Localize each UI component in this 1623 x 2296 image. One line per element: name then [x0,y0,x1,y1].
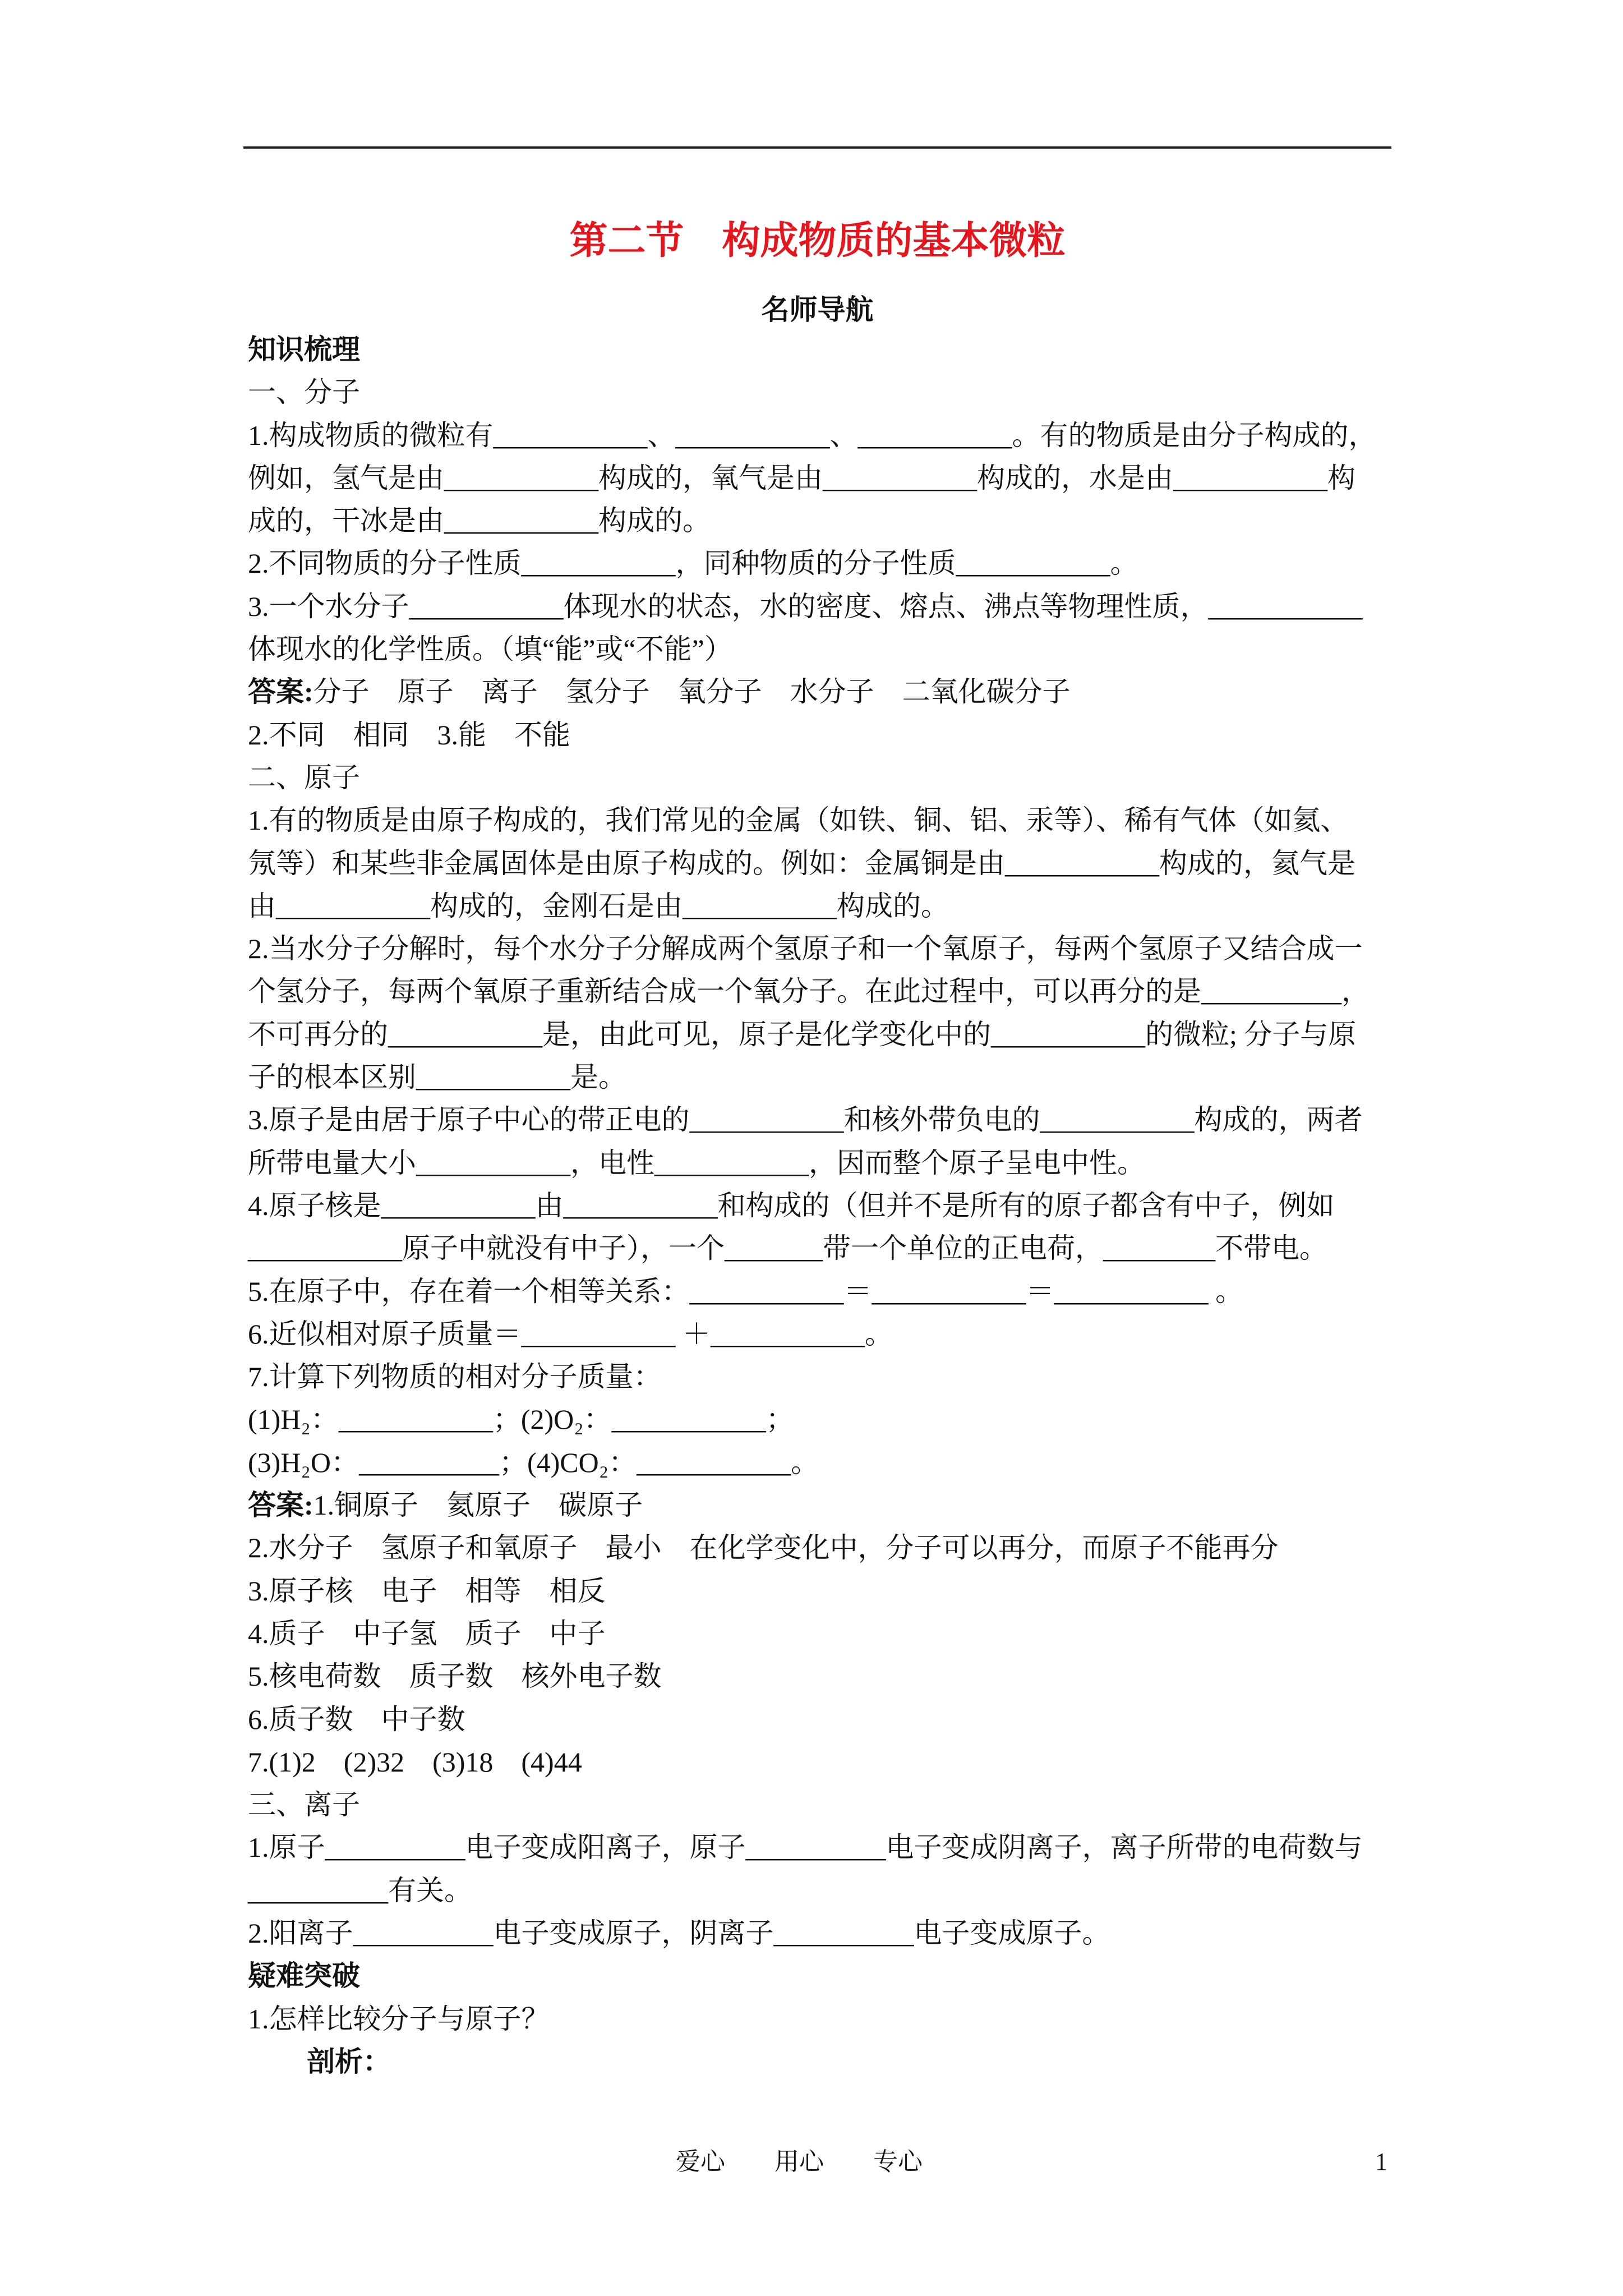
text-line: 体现水的化学性质。（填“能”或“不能”） [248,633,732,665]
page-subtitle: 名师导航 [761,294,874,325]
subsection-heading: 二、原子 [248,761,360,793]
text-line: 2.水分子 氢原子和氧原子 最小 在化学变化中，分子可以再分，而原子不能再分 [248,1532,1279,1564]
answer-text: 1.铜原子 氦原子 碳原子 [313,1489,643,1521]
text-line: 个氢分子，每两个氧原子重新结合成一个氧分子。在此过程中，可以再分的是__________， [248,976,1370,1007]
text-line: 氖等）和某些非金属固体是由原子构成的。例如：金属铜是由___________构成的，氦气是 [248,847,1355,879]
text-line: 例如，氢气是由___________构成的，氧气是由___________构成的，水是由___________构 [248,462,1355,494]
text-line: 5.核电荷数 质子数 核外电子数 [248,1660,662,1692]
text-line: 1.怎样比较分子与原子？ [248,2003,550,2035]
text-line: 7.计算下列物质的相对分子质量： [248,1361,662,1393]
text-line: ___________原子中就没有中子），一个_______带一个单位的正电荷，________不带电。 [248,1232,1327,1264]
text-line: 所带电量大小___________，电性___________，因而整个原子呈电中性。 [248,1147,1145,1179]
footer-motto: 爱心 用心 专心 [676,2148,923,2175]
text-line: 5.在原子中，存在着一个相等关系：___________＝___________＝___________ 。 [248,1275,1243,1307]
text-line: 7.(1)2 (2)32 (3)18 (4)44 [248,1746,582,1778]
text-line: 不可再分的___________是，由此可见，原子是化学变化中的___________的微粒; 分子与原 [248,1018,1357,1050]
answer-line [248,670,1403,713]
text-line: 成的，干冰是由___________构成的。 [248,505,711,537]
text-line: 6.近似相对原子质量＝___________ ＋___________。 [248,1318,893,1350]
answer-label: 答案: [248,1489,313,1521]
analysis-label: 剖析： [307,2045,391,2077]
header-rule [243,146,1391,149]
text-line: 2.不同物质的分子性质___________，同种物质的分子性质___________。 [248,547,1138,579]
text-line: 2.阳离子__________电子变成原子，阴离子__________电子变成原子。 [248,1917,1110,1949]
text-line: 1.构成物质的微粒有___________、___________、___________。有的物质是由分子构成的， [248,419,1377,451]
text-line: 2.当水分子分解时，每个水分子分解成两个氢原子和一个氧原子，每两个氢原子又结合成一 [248,933,1363,965]
answer-text: 分子 原子 离子 氢分子 氧分子 水分子 二氧化碳分子 [313,676,1071,708]
section-heading: 知识梳理 [248,334,360,365]
text-line: (3)H₂O：__________；(4)CO₂：___________。 [248,1446,819,1478]
text-line: (1)H₂：___________；(2)O₂：___________； [248,1404,794,1435]
answer-label: 答案: [248,676,313,708]
text-line: 4.质子 中子氢 质子 中子 [248,1617,606,1649]
text-line: 3.原子是由居于原子中心的带正电的___________和核外带负电的___________构成的，两者 [248,1104,1363,1136]
text-line: __________有关。 [248,1874,472,1906]
text-line: 3.一个水分子___________体现水的状态，水的密度、熔点、沸点等物理性质，___________ [248,590,1363,622]
answer-line [248,1484,1403,1526]
text-line: 2.不同 相同 3.能 不能 [248,719,570,751]
subsection-heading: 一、分子 [248,376,360,408]
document-body [248,328,1403,2083]
text-line: 1.有的物质是由原子构成的，我们常见的金属（如铁、铜、铝、汞等）、稀有气体（如氦、 [248,804,1349,836]
text-line: 子的根本区别___________是。 [248,1061,626,1093]
text-line: 3.原子核 电子 相等 相反 [248,1575,606,1607]
section-heading: 疑难突破 [248,1960,360,1992]
text-line: 由___________构成的，金刚石是由___________构成的。 [248,890,949,922]
page-title: 第二节 构成物质的基本微粒 [569,219,1066,262]
page-number: 1 [1375,2148,1387,2175]
text-line: 4.原子核是___________由___________和构成的（但并不是所有的原子都含有中子，例如 [248,1189,1335,1221]
subsection-heading: 三、离子 [248,1789,360,1821]
text-line: 6.质子数 中子数 [248,1703,465,1735]
text-line: 1.原子__________电子变成阳离子，原子__________电子变成阴离子，离子所带的电荷数与 [248,1832,1363,1864]
